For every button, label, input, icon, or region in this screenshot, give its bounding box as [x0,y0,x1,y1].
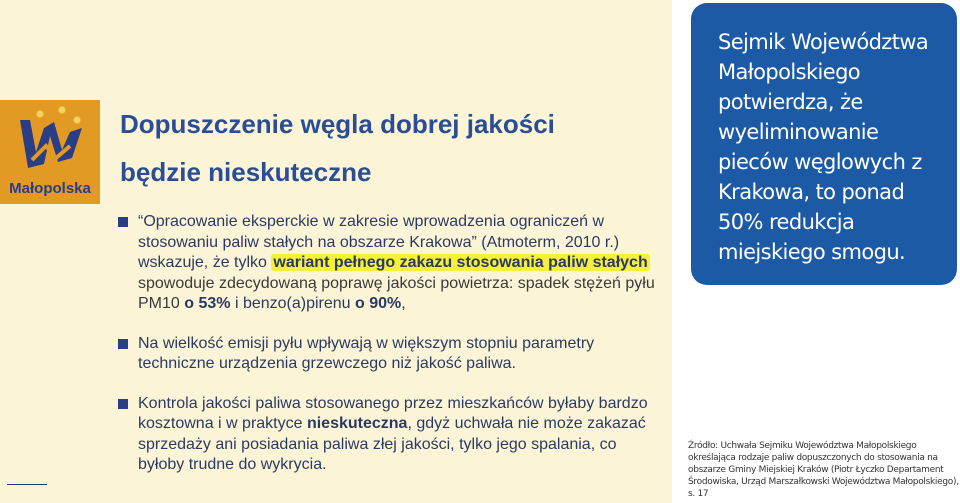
page-title [120,100,555,196]
list-item: “Opracowanie eksperckie w zakresie wprowadzenia ograniczeń w stosowaniu paliw stałych na obszarze Krakowa” (Atmoterm, 2010 r.) wskazuje, że tylko wariant pełnego zakazu stosowania paliw stałych spowoduje zdecydowaną poprawę jakości powietrza: spadek stężeń pyłu PM10 o 53% i benzo(a)pirenu o 90%, [118,212,658,315]
bap-reduction: o 90% [355,295,402,312]
square-bullet-icon [118,217,128,227]
footer-divider [7,484,47,485]
list-item: Kontrola jakości paliwa stosowanego przez mieszkańców byłaby bardzo kosztowna i w praktyce nieskuteczna, gdyż uchwała nie może zakazać sprzedaży ani posiadania paliwa złej jakości, tylko jego spalania, co byłoby trudne do wykrycia. [118,394,658,476]
callout-box [691,3,957,285]
bullet-list [118,212,658,476]
logo-label: Małopolska [9,180,91,197]
source-note: Źródło: Uchwała Sejmiku Województwa Małopolskiego określająca rodzaje paliw dopuszczonych do stosowania na obszarze Gminy Miejskiej Kraków (Piotr Łyczko Departament Środowiska, Urząd Marszałkowski Województwa Małopolskiego), s. 17 [688,441,959,499]
malopolska-emblem-icon [10,106,90,178]
list-item: Na wielkość emisji pyłu wpływają w większym stopniu parametry techniczne urządzenia grzewczego niż jakość paliwa. [118,334,658,375]
highlighted-phrase: wariant pełnego zakazu stosowania paliw stałych [273,254,648,271]
pm10-reduction: o 53% [184,295,231,312]
title-line-1: Dopuszczenie węgla dobrej jakości [120,109,555,139]
title-line-2: będzie nieskuteczne [120,157,372,187]
square-bullet-icon [118,399,128,409]
square-bullet-icon [118,339,128,349]
malopolska-logo [0,100,100,204]
emphasis-word: nieskuteczna [306,415,408,432]
callout-text: Sejmik Województwa Małopolskiego potwierdza, że wyeliminowanie pieców węglowych z Krakowa, to ponad 50% redukcja miejskiego smogu. [718,30,929,264]
